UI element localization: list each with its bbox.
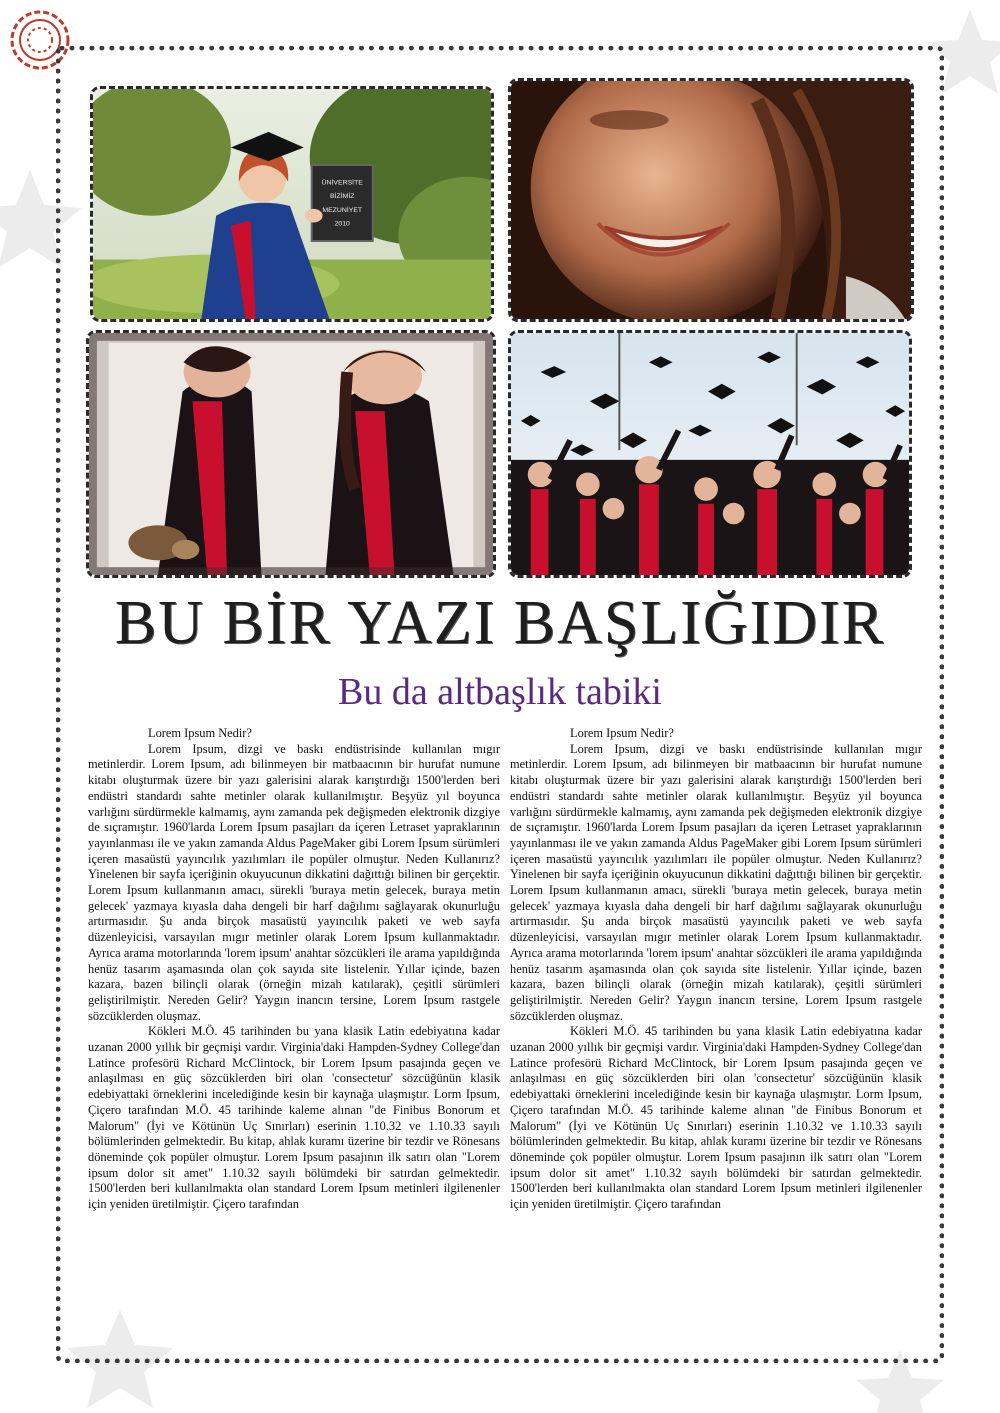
photo-smiling-woman <box>508 78 914 322</box>
photo-cap-toss-crowd <box>508 330 912 578</box>
body-paragraph: Kökleri M.Ö. 45 tarihinden bu yana klasik Latin edebiyatına kadar uzanan 2000 yıllık bir geçmişi vardır. Virginia'daki Hampden-Sydney College'dan Latince profesörü Richard McClintock, bir Lorem Ipsum pasajında geçen ve anlaşılması en güç sözcüklerden biri olan 'consectetur' sözcüğünün klasik edebiyattaki örneklerini incelediğinde kesin bir kaynağa ulaşmıştır. Lorm Ipsum, Çiçero tarafından M.Ö. 45 tarihinde kaleme alınan "de Finibus Bonorum et Malorum" (İyi ve Kötünün Uç Sınırları) eserinin 1.10.32 ve 1.10.33 sayılı bölümlerinden gelmektedir. Bu kitap, ahlak kuramı üzerine bir tezdir ve Rönesans döneminde çok popüler olmuştur. Lorem Ipsum pasajının ilk satırı olan "Lorem ipsum dolor sit amet" 1.10.32 sayılı bölümdeki bir satırdan gelmektedir. 1500'lerden beri kullanılmakta olan standard Lorem Ipsum metinleri ilgilenenler için yeniden üretilmiştir. Çiçero tarafından <box>510 1024 922 1212</box>
headline: BU BİR YAZI BAŞLIĞIDIR <box>114 589 886 657</box>
column-heading: Lorem Ipsum Nedir? <box>570 726 674 740</box>
sign-line: 2010 <box>334 220 350 228</box>
sign-line: MEZUNİYET <box>322 206 363 214</box>
photo-graduates-in-gowns <box>86 330 496 578</box>
body-paragraph: Lorem Ipsum, dizgi ve baskı endüstrisinde kullanılan mıgır metinlerdir. Lorem Ipsum, adı bilinmeyen bir matbaacının bir hurufat numune kitabı oluşturmak üzere bir yazı galerisini alarak karıştırdığı 1500'lerden beri endüstri standardı sahte metinler olarak kullanılmıştır. Beşyüz yıl boyunca varlığını sürdürmekle kalmamış, aynı zamanda pek değişmeden elektronik dizgiye de sıçramıştır. 1960'larda Lorem Ipsum pasajları da içeren Letraset yapraklarının yayınlanması ile ve yakın zamanda Aldus PageMaker gibi Lorem Ipsum sürümleri içeren masaüstü yayıncılık yazılımları ile popüler olmuştur. Neden Kullanırız? Yinelenen bir sayfa içeriğinin okuyucunun dikkatini dağıttığı bilinen bir gerçektir. Lorem Ipsum kullanmanın amacı, sürekli 'buraya metin gelecek, buraya metin gelecek' yazmaya kıyasla daha dengeli bir harf dağılımı sağlayarak okunurluğu artırmasıdır. Şu anda birçok masaüstü yayıncılık paketi ve web sayfa düzenleyicisi, varsayılan mıgır metinler olarak Lorem Ipsum kullanmaktadır. Ayrıca arama motorlarında 'lorem ipsum' anahtar sözcükleri ile arama yapıldığında henüz tasarım aşamasında olan çok sayıda site listelenir. Yıllar içinde, bazen kazara, bazen bilinçli olarak (örneğin mizah katılarak), çeşitli sürümleri geliştirilmiştir. Nereden Gelir? Yaygın inancın tersine, Lorem Ipsum rastgele sözcüklerden oluşmaz. <box>88 741 500 1023</box>
subheadline: Bu da altbaşlık tabiki <box>337 671 662 713</box>
text-column-left <box>88 726 500 1326</box>
photo-graduate-with-sign <box>90 86 494 322</box>
body-paragraph: Lorem Ipsum, dizgi ve baskı endüstrisinde kullanılan mıgır metinlerdir. Lorem Ipsum, adı bilinmeyen bir matbaacının bir hurufat numune kitabı oluşturmak üzere bir yazı galerisini alarak karıştırdığı 1500'lerden beri endüstri standardı sahte metinler olarak kullanılmıştır. Beşyüz yıl boyunca varlığını sürdürmekle kalmamış, aynı zamanda pek değişmeden elektronik dizgiye de sıçramıştır. 1960'larda Lorem Ipsum pasajları da içeren Letraset yapraklarının yayınlanması ile ve yakın zamanda Aldus PageMaker gibi Lorem Ipsum sürümleri içeren masaüstü yayıncılık yazılımları ile popüler olmuştur. Neden Kullanırız? Yinelenen bir sayfa içeriğinin okuyucunun dikkatini dağıttığı bilinen bir gerçektir. Lorem Ipsum kullanmanın amacı, sürekli 'buraya metin gelecek, buraya metin gelecek' yazmaya kıyasla daha dengeli bir harf dağılımı sağlayarak okunurluğu artırmasıdır. Şu anda birçok masaüstü yayıncılık paketi ve web sayfa düzenleyicisi, varsayılan mıgır metinler olarak Lorem Ipsum kullanmaktadır. Ayrıca arama motorlarında 'lorem ipsum' anahtar sözcükleri ile arama yapıldığında henüz tasarım aşamasında olan çok sayıda site listelenir. Yıllar içinde, bazen kazara, bazen bilinçli olarak (örneğin mizah katılarak), çeşitli sürümleri geliştirilmiştir. Nereden Gelir? Yaygın inancın tersine, Lorem Ipsum rastgele sözcüklerden oluşmaz. <box>510 741 922 1023</box>
sign-line: ÜNİVERSİTE <box>321 179 363 187</box>
sign-line: BİZİMİZ <box>330 193 355 201</box>
text-column-right <box>510 726 922 1326</box>
body-paragraph: Kökleri M.Ö. 45 tarihinden bu yana klasik Latin edebiyatına kadar uzanan 2000 yıllık bir geçmişi vardır. Virginia'daki Hampden-Sydney College'dan Latince profesörü Richard McClintock, bir Lorem Ipsum pasajında geçen ve anlaşılması en güç sözcüklerden biri olan 'consectetur' sözcüğünün klasik edebiyattaki örneklerini incelediğinde kesin bir kaynağa ulaşmıştır. Lorm Ipsum, Çiçero tarafından M.Ö. 45 tarihinde kaleme alınan "de Finibus Bonorum et Malorum" (İyi ve Kötünün Uç Sınırları) eserinin 1.10.32 ve 1.10.33 sayılı bölümlerinden gelmektedir. Bu kitap, ahlak kuramı üzerine bir tezdir ve Rönesans döneminde çok popüler olmuştur. Lorem Ipsum pasajının ilk satırı olan "Lorem ipsum dolor sit amet" 1.10.32 sayılı bölümdeki bir satırdan gelmektedir. 1500'lerden beri kullanılmakta olan standard Lorem Ipsum metinleri ilgilenenler için yeniden üretilmiştir. Çiçero tarafından <box>88 1024 500 1212</box>
column-heading: Lorem Ipsum Nedir? <box>148 726 252 740</box>
